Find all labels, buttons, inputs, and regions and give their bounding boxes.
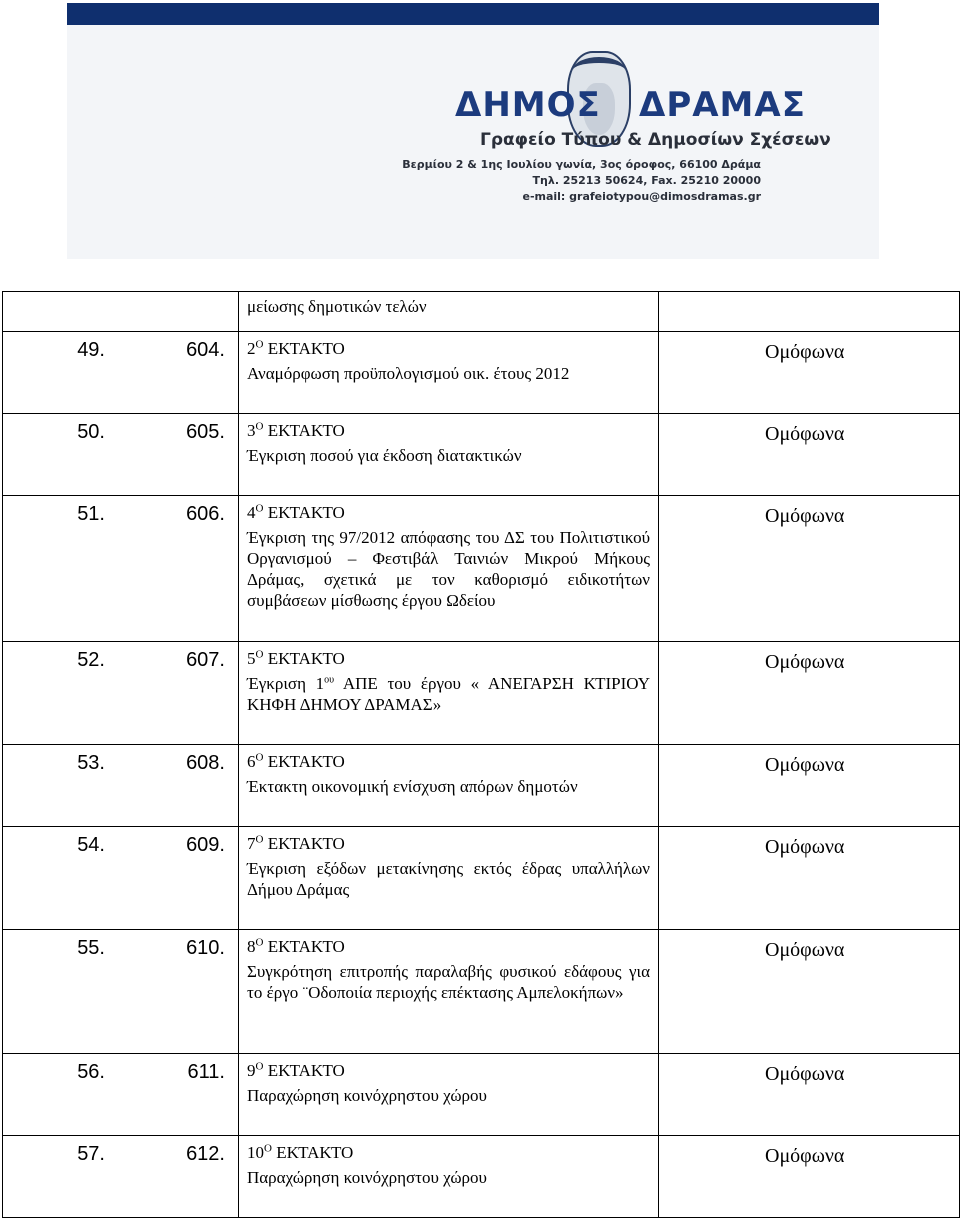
table-row bbox=[3, 414, 960, 496]
result-cell bbox=[659, 414, 960, 496]
brand-name-left: ΔΗΜΟΣ bbox=[455, 85, 601, 125]
description-text: Έγκριση ποσού για έκδοση διατακτικών bbox=[247, 446, 522, 465]
item-heading: $9^O$ ΕΚΤΑΚΤΟ bbox=[247, 1060, 345, 1080]
decision-number: 611. bbox=[187, 1061, 225, 1083]
description-cell bbox=[239, 414, 659, 496]
decisions-table bbox=[2, 291, 960, 1218]
description-text: Παραχώρηση κοινόχρηστου χώρου bbox=[247, 1168, 487, 1187]
decision-number: 610. bbox=[186, 937, 225, 959]
office-phone: Τηλ. 25213 50624, Fax. 25210 20000 bbox=[532, 174, 761, 187]
description-cell bbox=[239, 827, 659, 930]
description-cell bbox=[239, 496, 659, 642]
decision-number: 608. bbox=[186, 752, 225, 774]
index-cell bbox=[3, 1136, 239, 1218]
vote-result: Ομόφωνα bbox=[765, 651, 845, 673]
result-cell bbox=[659, 496, 960, 642]
item-heading: $4^O$ ΕΚΤΑΚΤΟ bbox=[247, 502, 345, 522]
row-number: 55. bbox=[77, 937, 105, 959]
index-cell bbox=[3, 827, 239, 930]
index-cell bbox=[3, 930, 239, 1054]
description-text: μείωσης δημοτικών τελών bbox=[247, 297, 427, 316]
decision-number: 605. bbox=[186, 421, 225, 443]
item-heading: $7^O$ ΕΚΤΑΚΤΟ bbox=[247, 833, 345, 853]
item-heading: $2^O$ ΕΚΤΑΚΤΟ bbox=[247, 338, 345, 358]
description-text: Παραχώρηση κοινόχρηστου χώρου bbox=[247, 1086, 487, 1105]
item-heading: $5^O$ ΕΚΤΑΚΤΟ bbox=[247, 648, 345, 668]
description-text: Έκτακτη οικονομική ενίσχυση απόρων δημοτών bbox=[247, 777, 578, 796]
row-number: 57. bbox=[77, 1143, 105, 1165]
office-address: Βερμίου 2 & 1ης Ιουλίου γωνία, 3ος όροφος, 66100 Δράμα bbox=[402, 158, 761, 171]
row-number: 50. bbox=[77, 421, 105, 443]
table-row bbox=[3, 642, 960, 745]
decision-number: 609. bbox=[186, 834, 225, 856]
item-heading: $6^O$ ΕΚΤΑΚΤΟ bbox=[247, 751, 345, 771]
vote-result: Ομόφωνα bbox=[765, 341, 845, 363]
result-cell bbox=[659, 1054, 960, 1136]
item-heading: $8^O$ ΕΚΤΑΚΤΟ bbox=[247, 936, 345, 956]
table-row bbox=[3, 496, 960, 642]
table-row bbox=[3, 292, 960, 332]
row-number: 56. bbox=[77, 1061, 105, 1083]
description-cell bbox=[239, 1136, 659, 1218]
table-row bbox=[3, 1136, 960, 1218]
row-number: 53. bbox=[77, 752, 105, 774]
decision-number: 612. bbox=[186, 1143, 225, 1165]
index-cell bbox=[3, 642, 239, 745]
description-text: Έγκριση της 97/2012 απόφασης του ΔΣ του Πολιτιστικού Οργανισμού – Φεστιβάλ Ταινιών Μικρού Μήκους Δράμας, σχετικά με τον καθορισμό ειδικοτήτων συμβάσεων μίσθωσης έργου Ωδείου bbox=[247, 528, 650, 610]
decision-number: 606. bbox=[186, 503, 225, 525]
index-cell bbox=[3, 496, 239, 642]
description-cell bbox=[239, 745, 659, 827]
brand-name-right: ΔΡΑΜΑΣ bbox=[639, 85, 806, 125]
vote-result: Ομόφωνα bbox=[765, 423, 845, 445]
result-cell bbox=[659, 332, 960, 414]
table-row bbox=[3, 827, 960, 930]
item-heading: $3^O$ ΕΚΤΑΚΤΟ bbox=[247, 420, 345, 440]
row-number: 54. bbox=[77, 834, 105, 856]
result-cell bbox=[659, 930, 960, 1054]
index-cell bbox=[3, 745, 239, 827]
row-number: 49. bbox=[77, 339, 105, 361]
description-text: Έγκριση $1^{o\upsilon}$ ΑΠΕ του έργου « ΑΝΕΓΑΡΣΗ ΚΤΙΡΙΟΥ ΚΗΦΗ ΔΗΜΟΥ ΔΡΑΜΑΣ» bbox=[247, 674, 650, 714]
office-email: e-mail: grafeiotypou@dimosdramas.gr bbox=[522, 190, 761, 203]
vote-result: Ομόφωνα bbox=[765, 939, 845, 961]
item-heading: $10^O$ ΕΚΤΑΚΤΟ bbox=[247, 1142, 354, 1162]
description-cell bbox=[239, 292, 659, 332]
logo-wreath bbox=[573, 57, 625, 83]
vote-result: Ομόφωνα bbox=[765, 1063, 845, 1085]
description-text: Συγκρότηση επιτροπής παραλαβής φυσικού εδάφους για το έργο ¨Οδοποιία περιοχής επέκτασης Αμπελοκήπων» bbox=[247, 962, 650, 1002]
letterhead-banner bbox=[67, 3, 879, 259]
vote-result: Ομόφωνα bbox=[765, 836, 845, 858]
vote-result: Ομόφωνα bbox=[765, 505, 845, 527]
description-cell bbox=[239, 1054, 659, 1136]
vote-result: Ομόφωνα bbox=[765, 1145, 845, 1167]
description-cell bbox=[239, 332, 659, 414]
table-row bbox=[3, 930, 960, 1054]
decision-number: 607. bbox=[186, 649, 225, 671]
result-cell bbox=[659, 642, 960, 745]
office-name: Γραφείο Τύπου & Δημοσίων Σχέσεων bbox=[480, 130, 831, 150]
table-row bbox=[3, 745, 960, 827]
result-cell bbox=[659, 1136, 960, 1218]
decision-number: 604. bbox=[186, 339, 225, 361]
row-number: 51. bbox=[77, 503, 105, 525]
index-cell bbox=[3, 292, 239, 332]
description-text: Έγκριση εξόδων μετακίνησης εκτός έδρας υπαλλήλων Δήμου Δράμας bbox=[247, 859, 650, 899]
description-cell bbox=[239, 642, 659, 745]
description-cell bbox=[239, 930, 659, 1054]
index-cell bbox=[3, 1054, 239, 1136]
vote-result: Ομόφωνα bbox=[765, 754, 845, 776]
description-text: Αναμόρφωση προϋπολογισμού οικ. έτους 2012 bbox=[247, 364, 570, 383]
table-row bbox=[3, 1054, 960, 1136]
index-cell bbox=[3, 332, 239, 414]
table-row bbox=[3, 332, 960, 414]
row-number: 52. bbox=[77, 649, 105, 671]
result-cell bbox=[659, 827, 960, 930]
result-cell bbox=[659, 745, 960, 827]
result-cell bbox=[659, 292, 960, 332]
index-cell bbox=[3, 414, 239, 496]
